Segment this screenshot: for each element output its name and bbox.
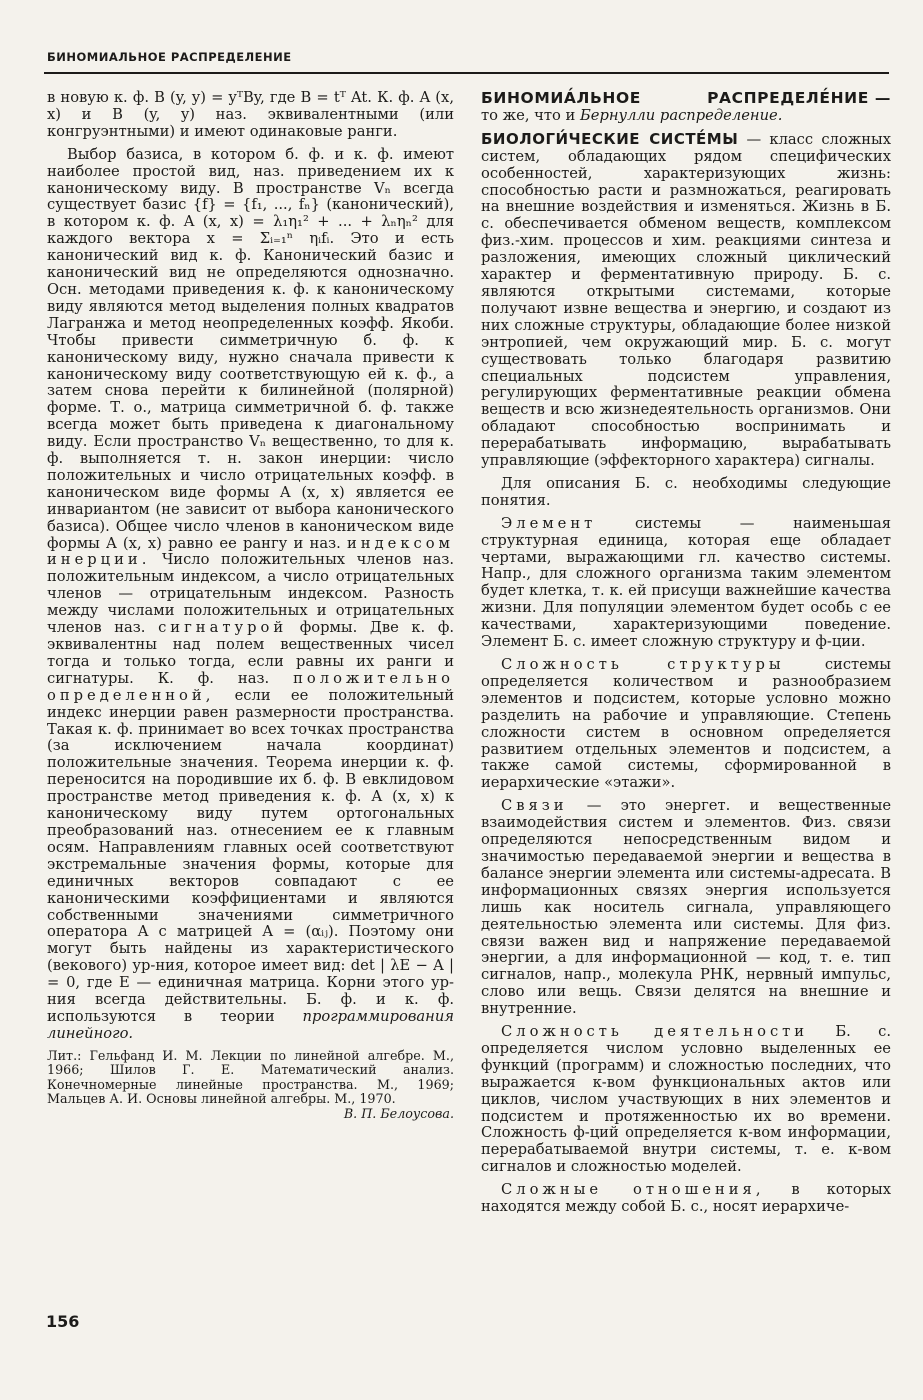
cross-reference: программирования линейного. (47, 1007, 455, 1042)
spaced-term: сигнатурой (158, 619, 288, 637)
author: В. П. Белоусова. (343, 1105, 454, 1121)
paragraph: Сложность структуры системы определяется количеством и разнообразием элементов и подсистем, которые условно можно разделить на рабочие и управляющие. Степень сложности систем в основном определяется развитием отдельных элементов и подсистем, а также самой системы, сформированной в иерархические «этажи». (481, 656, 891, 792)
spaced-term: Сложные отношения, (501, 1181, 765, 1199)
spaced-term: индексом инерции. (47, 534, 454, 569)
left-column (47, 90, 454, 1127)
spaced-term: Связи (501, 797, 568, 815)
spaced-term: Сложность деятельности (501, 1023, 809, 1041)
paragraph: в новую к. ф. B (y, y) = yᵀBy, где B = tᵀ At. К. ф. A (x, x) и B (y, y) наз. эквивалентными (или конгруэнтными) и имеют одинаковые ранги. (47, 89, 454, 140)
right-column (481, 90, 891, 1222)
running-head: БИНОМИАЛЬНОЕ РАСПРЕДЕЛЕНИЕ (47, 50, 292, 64)
headword-binomial: БИНОМИА́ЛЬНОЕ РАСПРЕДЕЛЕ́НИЕ — (481, 89, 891, 107)
headword-biosystems: БИОЛОГИ́ЧЕСКИЕ СИСТЕ́МЫ (481, 129, 739, 148)
spaced-term: Элемент (501, 514, 597, 532)
paragraph: Связи — это энергет. и вещественные взаимодействия систем и элементов. Физ. связи определяются непосредственным видом и значимостью передаваемой энергии и вещества в балансе энергии элемента или системы-адресата. В информационных связях энергия используется лишь как носитель сигнала, управляющего деятельностью элемента или системы. Для физ. связи важен вид и напряжение передаваемой энергии, а для информационной — код, т. е. тип сигналов, напр., молекула РНК, нервный импульс, слово или вещь. Связи делятся на внешние и внутренние. (481, 797, 892, 1018)
literature: Лит.: Гельфанд И. М. Лекции по линейной алгебре. М., 1966; Шилов Г. Е. Математический анализ. Конечномерные линейные пространства. М., 1969; Мальцев А. И. Основы линейной алгебры. М., 1970. В. П. Белоусова. (47, 1047, 454, 1121)
paragraph: Элемент системы — наименьшая структурная единица, которая еще обладает чертами, выражающими гл. качество системы. Напр., для сложного организма таким элементом будет клетка, т. к. ей присущи важнейшие качества жизни. Для популяции элементом будет особь с ее качествами, характеризующими поведение. Элемент Б. с. имеет сложную структуру и ф-ции. (481, 514, 891, 651)
paragraph: БИОЛОГИ́ЧЕСКИЕ СИСТЕ́МЫ — класс сложных систем, обладающих рядом специфических особенностей, характеризующих жизнь: способностью расти и размножаться, реагировать на внешние воздействия и изменяться. Жизнь в Б. с. обеспечивается обменом веществ, комплексом физ.-хим. процессов и хим. реакциями синтеза и разложения, имеющих сложный циклический характер и ферментативную природу. Б. с. являются открытыми системами, которые получают извне вещества и энергию, и создают из них сложные структуры, обладающие более низкой энтропией, чем окружающий мир. Б. с. могут существовать только благодаря развитию специальных подсистем управления, регулирующих ферментативные реакции обмена веществ и всю жизнедеятельность организмов. Они обладают способностью воспринимать и перерабатывать информацию, вырабатывать управляющие (эффекторного характера) сигналы. (481, 129, 891, 470)
page-number: 156 (46, 1312, 80, 1331)
paragraph: Выбор базиса, в котором б. ф. и к. ф. имеют наиболее простой вид, наз. приведением их к каноническому виду. В пространстве Vₙ всегда существует базис {f} = {f₁, ..., fₙ} (канонический), в котором к. ф. A (x, x) = λ₁η₁² + ... + λₙηₙ² для каждого вектора x = Σᵢ₌₁ⁿ ηᵢfᵢ. Это и есть канонический вид к. ф. Канонический базис и канонический вид не определяются однозначно. Осн. методами приведения к. ф. к каноническому виду являются метод выделения полных квадратов Лагранжа и метод неопределенных коэфф. Якоби. Чтобы привести симметричную б. ф. к каноническому виду, нужно сначала привести к каноническому виду соответствующую ей к. ф., а затем снова перейти к билинейной (полярной) форме. Т. о., матрица симметричной б. ф. также всегда может быть приведена к диагональному виду. Если пространство Vₙ вещественно, то для к. ф. выполняется т. н. закон инерции: число положительных и число отрицательных коэфф. в каноническом виде формы A (x, x) является ее инвариантом (не зависит от выбора канонического базиса). Общее число членов в каноническом виде формы A (x, x) равно ее рангу и наз. индексом инерции. Число положительных членов наз. положительным индексом, а число отрицательных членов — отрицательным индексом. Разность между числами положительных и отрицательных членов наз. сигнатурой формы. Две к. ф. эквивалентны над полем вещественных чисел тогда и только тогда, если равны их ранги и сигнатуры. К. ф. наз. положительно определенной, если ее положительный индекс инерции равен размерности пространства. Такая к. ф. принимает во всех точках пространства (за исключением начала координат) положительные значения. Теорема инерции к. ф. переносится на породившие их б. ф. В евклидовом пространстве метод приведения к. ф. A (x, x) к каноническому виду путем ортогональных преобразований наз. отнесением ее к главным осям. Направлениям главных осей соответствуют экстремальные значения формы, которые для единичных векторов совпадают с ее каноническими коэффициентами и являются собственными значениями симметричного оператора A с матрицей A = (αᵢⱼ). Поэтому они могут быть найдены из характеристического (векового) ур-ния, которое имеет вид: det | λE − A | = 0, где E — единичная матрица. Корни этого ур-ния всегда действительны. Б. ф. и к. ф. используются в теории программирования линейного. (47, 145, 455, 1042)
cross-reference: Бернулли распределение. (580, 106, 783, 124)
header-rule (44, 72, 889, 74)
paragraph: Для описания Б. с. необходимы следующие понятия. (481, 474, 891, 509)
spaced-term: Сложность структуры (501, 656, 785, 673)
spaced-term: положительно определенной, (47, 669, 455, 704)
paragraph: Сложность деятельности Б. с. определяется числом условно выделенных ее функций (программ) и сложностью последних, что выражается к-вом функциональных актов или циклов, числом участвующих в них элементов и подсистем и протяженностью их во времени. Сложность ф-ций определяется к-вом информации, перерабатываемой внутри системы, т. е. к-вом сигналов и сложностью моделей. (481, 1023, 891, 1176)
paragraph: Сложные отношения, в которых находятся между собой Б. с., носят иерархиче- (481, 1181, 891, 1216)
paragraph: то же, что и Бернулли распределение. (481, 106, 783, 124)
